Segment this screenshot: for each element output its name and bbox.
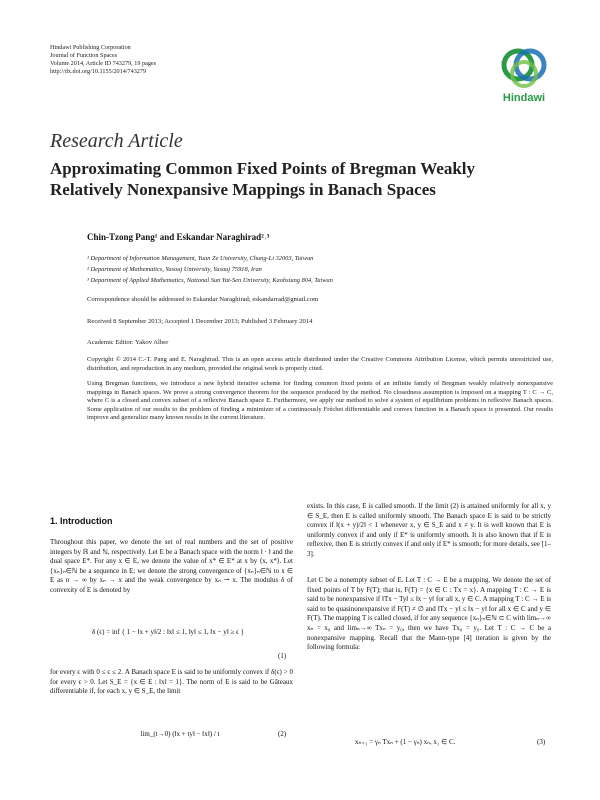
article-type: Research Article xyxy=(50,130,183,152)
publisher-line: Hindawi Publishing Corporation xyxy=(50,44,131,51)
hindawi-logo xyxy=(494,44,554,108)
affiliation-3: ³ Department of Applied Mathematics, National Sun Yat-Sen University, Kaohsiung 804, Taiwan xyxy=(87,277,333,284)
hindawi-logo-icon xyxy=(494,44,554,92)
intro-paragraph-1: Throughout this paper, we denote the set of real numbers and the set of positive integers by ℝ and ℕ, respectively. Let E be a Banach space with the norm ‖ · ‖ and the dual space E*. For any x ∈ E, we denote the value of x* ∈ E* at x by ⟨x, x*⟩. Let {xₙ}ₙ∈ℕ be a sequence in E; we denote the strong convergence of {xₙ}ₙ∈ℕ to x ∈ E as n → ∞ by xₙ → x and the weak convergence by xₙ ⇀ x. The modulus δ of convexity of E is denoted by xyxy=(50,538,293,594)
equation-1-number: (1) xyxy=(278,652,287,660)
equation-3: xₙ₊₁ = γₙ Txₙ + (1 − γₙ) xₙ, x₁ ∈ C. xyxy=(355,738,456,746)
section-heading: 1. Introduction xyxy=(50,516,113,526)
intro-paragraph-3: exists. In this case, E is called smooth. If the limit (2) is attained uniformly for all x, y ∈ S_E, then E is called uniformly smooth. The Banach space E is said to be strictly convex if ‖(x + y)/2‖ < 1 whenever x, y ∈ S_E and x ≠ y. It is well known that E is uniformly convex if and only if E* is uniformly smooth. It is also known that if E is reflexive, then E is strictly convex if and only if E* is smooth; for more details, see [1–3]. xyxy=(307,502,551,558)
journal-line: Journal of Function Spaces xyxy=(50,52,118,59)
authors: Chin-Tzong Pang¹ and Eskandar Naraghirad²˒³ xyxy=(87,232,270,242)
article-title: Approximating Common Fixed Points of Bregman Weakly Relatively Nonexpansive Mappings in Banach Spaces xyxy=(50,159,476,199)
doi-link[interactable]: http://dx.doi.org/10.1155/2014/743279 xyxy=(50,68,147,75)
correspondence: Correspondence should be addressed to Eskandar Naraghirad; eskandarrad@gmail.com xyxy=(87,296,319,303)
journal-header xyxy=(50,44,156,76)
hindawi-logo-text: Hindawi xyxy=(502,92,546,104)
dates: Received 8 September 2013; Accepted 1 December 2013; Published 3 February 2014 xyxy=(87,318,313,325)
equation-3-number: (3) xyxy=(537,738,546,746)
copyright: Copyright © 2014 C.-T. Pang and E. Naraghirad. This is an open access article distributed under the Creative Commons Attribution License, which permits unrestricted use, distribution, and reproduction in any medium, provided the original work is properly cited. xyxy=(87,356,553,372)
intro-paragraph-2: for every ϵ with 0 ≤ ϵ ≤ 2. A Banach space E is said to be uniformly convex if δ(ϵ) > 0 for every ϵ > 0. Let S_E = {x ∈ E : ‖x‖ = 1}. The norm of E is said to be Gâteaux differentiable if, for each x, y ∈ S_E, the limit xyxy=(50,668,293,696)
abstract: Using Bregman functions, we introduce a new hybrid iterative scheme for finding common fixed points of an infinite family of Bregman weakly relatively nonexpansive mappings in Banach spaces. We prove a strong convergence theorem for the sequence produced by the method. No closedness assumption is imposed on a mapping T : C → C, where C is a closed and convex subset of a reflexive Banach space E. Furthermore, we apply our method to solve a system of equilibrium problems in reflexive Banach spaces. Some application of our results to the problem of finding a minimizer of a continuously Fréchet differentiable and convex function in a Banach space is presented. Our results improve and generalize many known results in the current literature. xyxy=(87,380,553,422)
affiliation-1: ¹ Department of Information Management, Yuan Ze University, Chung-Li 32003, Taiwan xyxy=(87,255,314,262)
volume-line: Volume 2014, Article ID 743279, 19 pages xyxy=(50,60,157,67)
affiliation-2: ² Department of Mathematics, Yasouj University, Yasouj 75918, Iran xyxy=(87,266,262,273)
intro-paragraph-4: Let C be a nonempty subset of E. Let T : C → E be a mapping. We denote the set of fixed points of T by F(T); that is, F(T) = {x ∈ C : Tx = x}. A mapping T : C → E is said to be nonexpansive if ‖Tx − Ty‖ ≤ ‖x − y‖ for all x, y ∈ C. A mapping T : C → E is said to be quasinonexpansive if F(T) ≠ ∅ and ‖Tx − y‖ ≤ ‖x − y‖ for all x ∈ C and y ∈ F(T). The mapping T is called closed, if for any sequence {xₙ}ₙ∈ℕ ⊂ C with limₙ→∞ xₙ = x₀ and limₙ→∞ Txₙ = y₀, then we have Tx₀ = y₀. Let T : C → C be a nonexpansive mapping. Recall that the Mann-type [4] iteration is given by the following formula: xyxy=(307,576,551,652)
equation-2: lim_(t→0) (‖x + ty‖ − ‖x‖) / t xyxy=(140,730,220,738)
equation-1: δ (ϵ) = inf { 1 − ‖x + y‖/2 : ‖x‖ ≤ 1, ‖y‖ ≤ 1, ‖x − y‖ ≥ ϵ } xyxy=(91,628,245,636)
equation-2-number: (2) xyxy=(278,730,287,738)
academic-editor: Academic Editor: Yakov Alber xyxy=(87,339,169,346)
